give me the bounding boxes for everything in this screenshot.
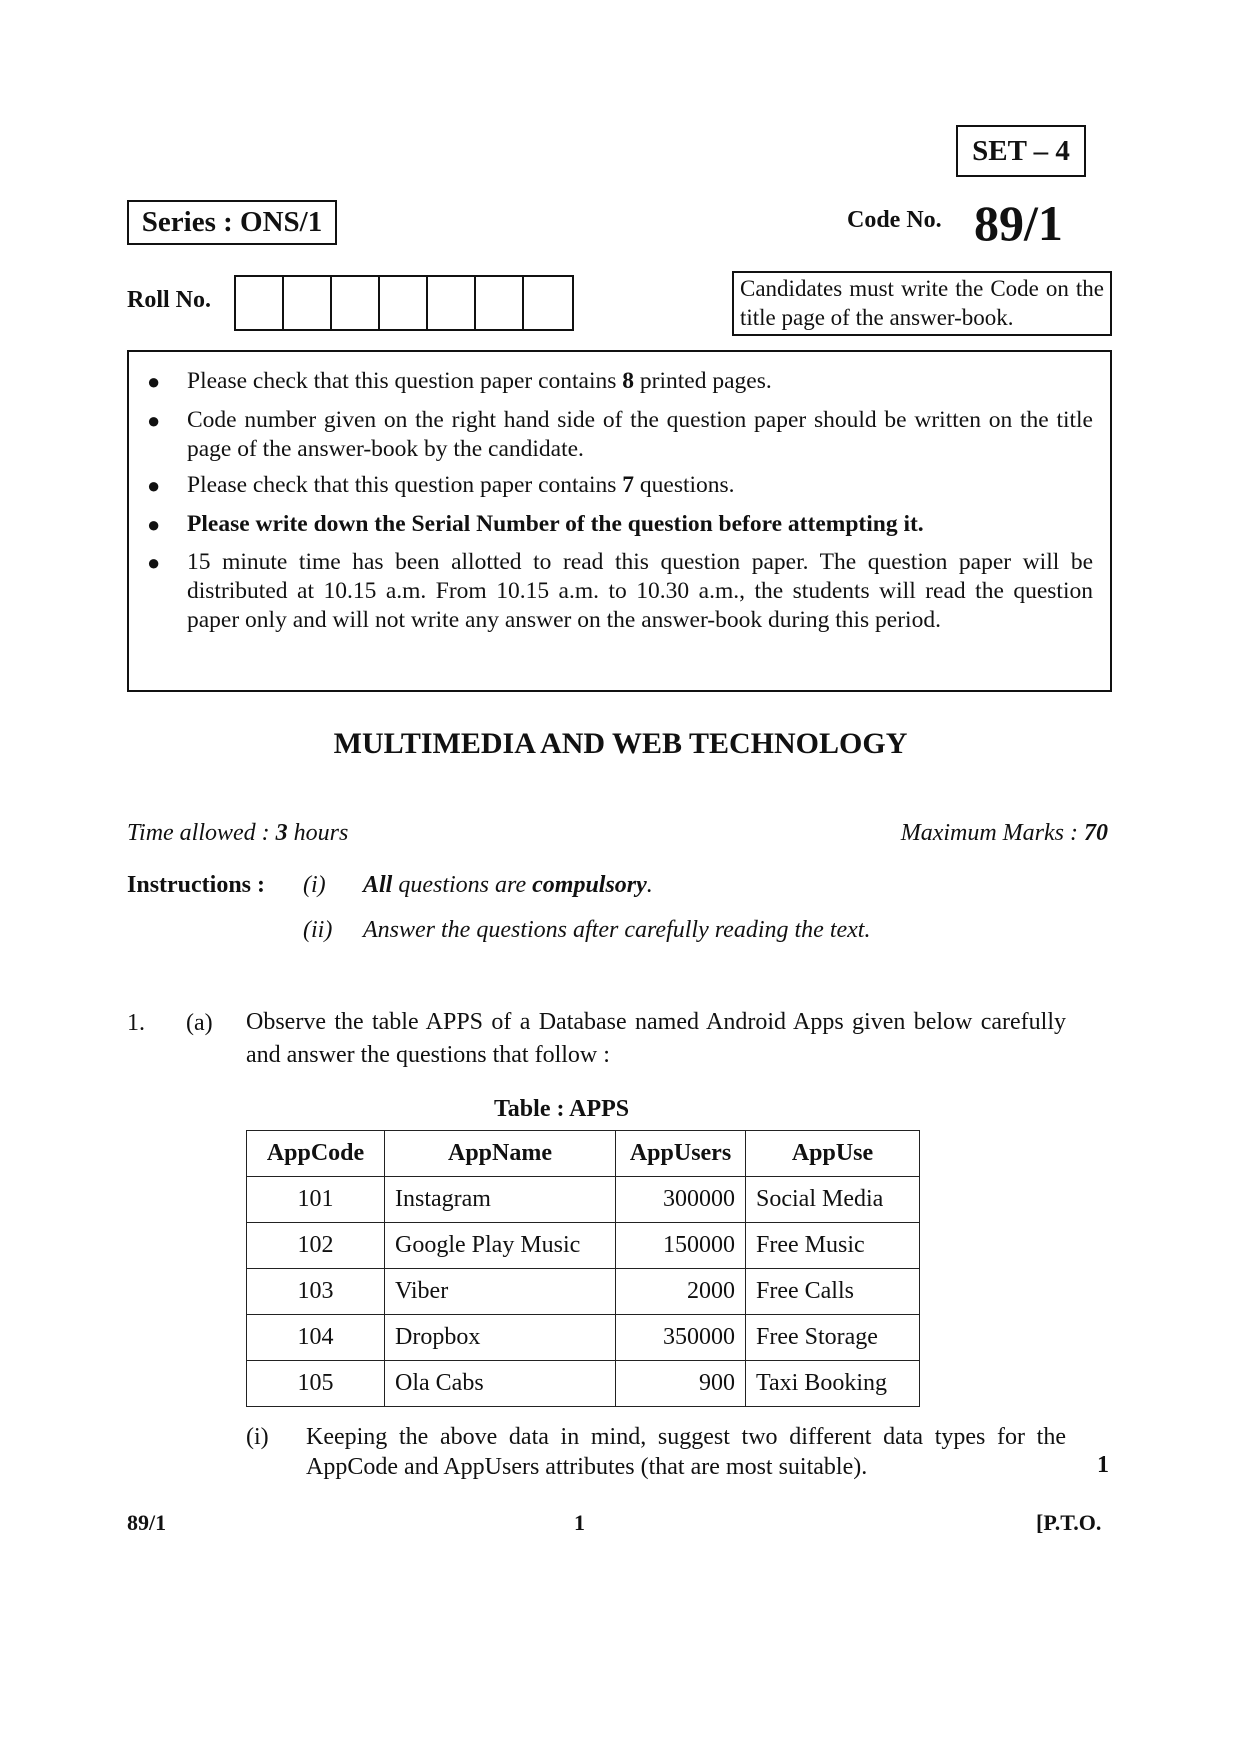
sub-question-marks: 1 — [1097, 1452, 1109, 1478]
table-row — [247, 1315, 920, 1361]
notice-item — [147, 471, 1093, 500]
sub-question-number: (i) — [246, 1424, 269, 1450]
table-cell: Social Media — [746, 1177, 920, 1223]
time-value: 3 — [275, 820, 288, 846]
roll-number-box — [524, 277, 572, 329]
table-cell: Free Storage — [746, 1315, 920, 1361]
apps-table — [246, 1130, 920, 1407]
question-part: (a) — [186, 1010, 213, 1036]
instruction-text: All questions are compulsory. — [363, 872, 653, 898]
code-value: 89/1 — [974, 195, 1063, 251]
column-header: AppUsers — [616, 1131, 746, 1177]
notice-text: Please check that this question paper contains — [187, 472, 623, 498]
series-label: Series : ONS/1 — [127, 200, 337, 245]
subject-title: MULTIMEDIA AND WEB TECHNOLOGY — [333, 727, 908, 760]
table-row — [247, 1223, 920, 1269]
question-number: 1. — [127, 1010, 145, 1036]
table-cell: Dropbox — [385, 1315, 616, 1361]
table-cell: 150000 — [616, 1223, 746, 1269]
instructions-label: Instructions : — [127, 872, 266, 898]
set-label: SET – 4 — [956, 125, 1086, 177]
marks-label: Maximum Marks : — [900, 820, 1084, 846]
notice-text-bold: Please write down the Serial Number of the question before attempting it. — [187, 511, 924, 537]
notice-text: printed pages. — [634, 368, 772, 394]
table-cell: 2000 — [616, 1269, 746, 1315]
notice-item — [147, 406, 1093, 464]
instruction-number: (ii) — [303, 917, 333, 943]
table-row — [247, 1361, 920, 1407]
roll-number-box — [236, 277, 284, 329]
table-cell: 104 — [247, 1315, 385, 1361]
table-cell: Taxi Booking — [746, 1361, 920, 1407]
table-cell: Free Music — [746, 1223, 920, 1269]
notice-text: questions. — [634, 472, 735, 498]
code-label: Code No. — [847, 207, 942, 233]
notice-item — [147, 367, 1093, 396]
notice-text-bold: 8 — [622, 368, 635, 394]
instruction-text: Answer the questions after carefully reading the text. — [363, 917, 871, 943]
sub-question-text: Keeping the above data in mind, suggest two different data types for the AppCode and AppUsers attributes (that are most suitable). — [306, 1424, 1066, 1480]
footer-pto: [P.T.O. — [1036, 1510, 1102, 1535]
column-header: AppUse — [746, 1131, 920, 1177]
roll-label: Roll No. — [127, 287, 211, 313]
column-header: AppCode — [247, 1131, 385, 1177]
table-cell: 900 — [616, 1361, 746, 1407]
table-cell: 103 — [247, 1269, 385, 1315]
bullet-icon: ● — [147, 408, 161, 433]
roll-number-box — [332, 277, 380, 329]
time-unit: hours — [287, 820, 349, 846]
table-row — [247, 1269, 920, 1315]
table-row — [247, 1177, 920, 1223]
table-header-row — [247, 1131, 920, 1177]
table-cell: Ola Cabs — [385, 1361, 616, 1407]
table-cell: Instagram — [385, 1177, 616, 1223]
roll-number-box — [380, 277, 428, 329]
roll-number-box — [476, 277, 524, 329]
table-cell: 102 — [247, 1223, 385, 1269]
page-number: 1 — [574, 1510, 585, 1535]
bullet-icon: ● — [147, 512, 161, 537]
time-label: Time allowed : — [127, 820, 276, 846]
table-cell: 350000 — [616, 1315, 746, 1361]
notice-text: Please check that this question paper contains — [187, 368, 623, 394]
table-cell: 101 — [247, 1177, 385, 1223]
time-allowed — [127, 820, 348, 847]
instruction-number: (i) — [303, 872, 326, 898]
notice-item — [147, 548, 1093, 635]
roll-number-boxes — [234, 275, 574, 331]
maximum-marks — [901, 820, 1108, 847]
table-cell: Google Play Music — [385, 1223, 616, 1269]
notice-item — [147, 510, 1093, 539]
question-text: Observe the table APPS of a Database named Android Apps given below carefully and answer the questions that follow : — [246, 1009, 1066, 1068]
table-cell: Viber — [385, 1269, 616, 1315]
footer-code: 89/1 — [127, 1510, 167, 1535]
candidate-note: Candidates must write the Code on the title page of the answer-book. — [732, 271, 1112, 336]
bullet-icon: ● — [147, 369, 161, 394]
notice-text: Code number given on the right hand side of the question paper should be written on the title page of the answer-book by the candidate. — [187, 407, 1093, 462]
roll-number-box — [284, 277, 332, 329]
notice-text-bold: 7 — [622, 472, 635, 498]
table-caption: Table : APPS — [494, 1096, 630, 1122]
table-cell: 300000 — [616, 1177, 746, 1223]
bullet-icon: ● — [147, 550, 161, 575]
table-cell: 105 — [247, 1361, 385, 1407]
column-header: AppName — [385, 1131, 616, 1177]
notice-box — [127, 350, 1112, 692]
notice-text: 15 minute time has been allotted to read this question paper. The question paper will be distributed at 10.15 a.m. From 10.15 a.m. to 10.30 a.m., the students will read the question paper only and will not write any answer on the answer-book during this period. — [187, 549, 1093, 633]
bullet-icon: ● — [147, 473, 161, 498]
roll-number-box — [428, 277, 476, 329]
marks-value: 70 — [1084, 820, 1108, 846]
table-cell: Free Calls — [746, 1269, 920, 1315]
